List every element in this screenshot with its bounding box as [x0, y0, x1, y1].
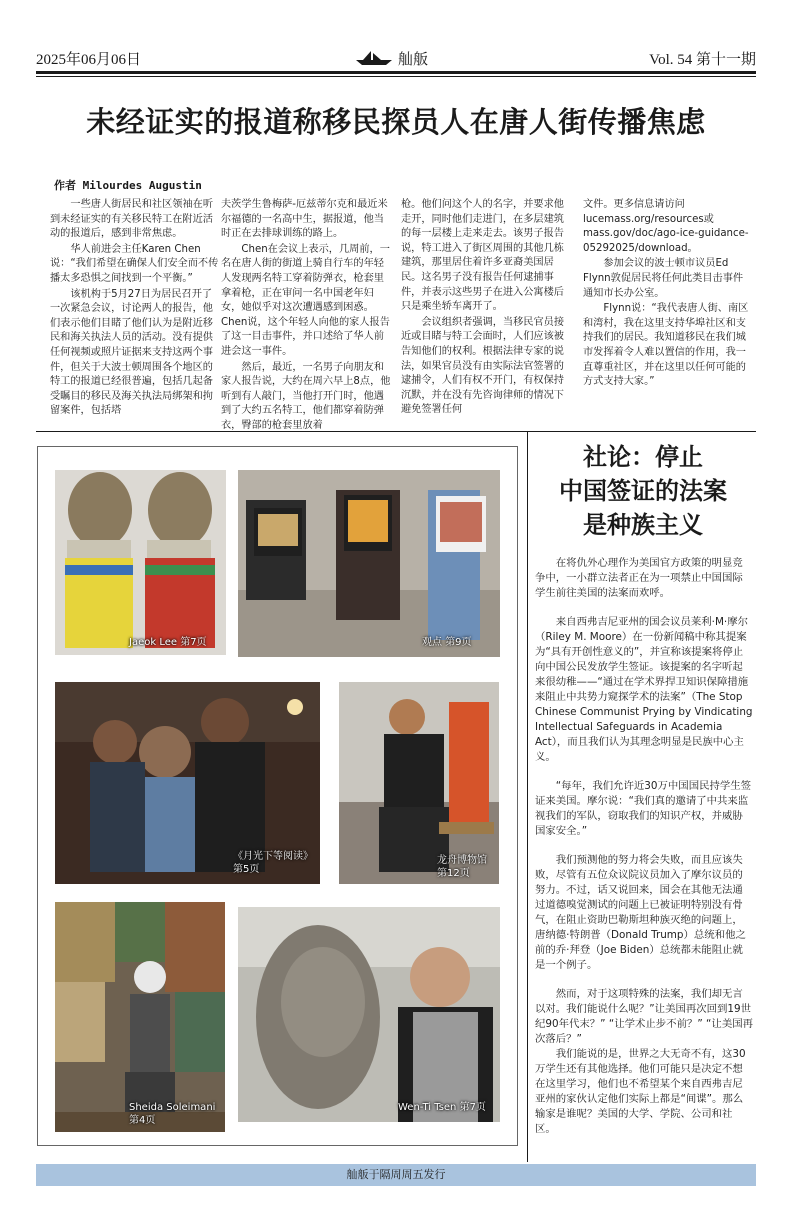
- vigil-image: [238, 470, 500, 657]
- page-footer: 舢舨于隔周周五发行: [36, 1164, 756, 1186]
- photo-caption: Sheida Soleimani 第4页: [129, 1102, 216, 1126]
- photo-collage: [37, 446, 518, 1146]
- installation-image: [55, 902, 225, 1132]
- issue-volume: Vol. 54 第十一期: [649, 52, 756, 68]
- brand-logo[interactable]: [354, 46, 444, 72]
- boat-icon: [354, 50, 394, 66]
- paragraph: 来自西弗吉尼亚州的国会议员莱利·M·摩尔（Riley M. Moore）在一份新闻稿中称其提案为“具有开创性意义的”，并宣称该提案将停止向中国公民发放学生签证。该提案的名字听起来很幼稚——“通过在学术界捍卫知识保障措施来阻止中共势力窥探学术的法案”（The Stop Chinese Communist Prying by Vindicating Intellectual Safeguards in Academia Act），而且我们认为其理念明显是民族中心主义。: [535, 616, 753, 763]
- photo-caption: Wen-Ti Tsen 第7页: [398, 1102, 486, 1113]
- article-column-2: [221, 198, 391, 435]
- article-column-1: [50, 198, 220, 420]
- article-byline: 作者 Milourdes Augustin: [54, 179, 202, 192]
- paragraph: 然而，对于这项特殊的法案，我们却无言以对。我们能说什么呢？”让美国再次回到19世纪90年代末？” “让学术止步不前？” “让美国再次落后？”: [535, 988, 753, 1045]
- photo-installation[interactable]: [55, 902, 225, 1132]
- photo-woodcarver[interactable]: [339, 682, 499, 884]
- paragraph: 一些唐人街居民和社区领袖在听到未经证实的有关移民特工在附近活动的报道后，感到非常焦虑。: [50, 199, 214, 240]
- paragraph: 华人前进会主任Karen Chen说：“我们希望在确保人们安全而不传播太多恐惧之间找到一个平衡。”: [50, 243, 219, 284]
- photo-sculptures[interactable]: [55, 470, 226, 655]
- photo-clay-sculptor[interactable]: [238, 907, 500, 1122]
- issue-date: 2025年06月06日: [36, 52, 142, 68]
- masthead: [36, 44, 756, 74]
- paragraph: 枪。他们问这个人的名字，并要求他走开，同时他们走进门，在多层建筑的每一层楼上走来走去。该男子报告说，特工进入了街区周围的其他几栋建筑，那里居住着许多亚裔美国居民。这名男子没有报告任何逮捕事件，并表示这些男子在进入公寓楼后只是乘坐轿车离开了。: [401, 199, 564, 313]
- photo-caption: 观点 第9页: [422, 637, 472, 648]
- photo-caption: 龙舟博物馆 第12页: [437, 855, 487, 879]
- article-column-4: [583, 198, 753, 391]
- article-column-3: [401, 198, 571, 419]
- editorial-title-line: 是种族主义: [583, 511, 703, 539]
- editorial-title-line: 社论：停止: [583, 443, 703, 471]
- paragraph: Flynn说：“我代表唐人街、南区和湾村，我在这里支持华埠社区和支持我们的居民。我知道移民在我们城市发挥着令人难以置信的作用，我一直尊重社区，并在这里以任何可能的方式支持大家。”: [583, 303, 749, 388]
- editorial-title: [530, 440, 756, 542]
- paragraph: Chen在会议上表示，几周前，一名在唐人街的街道上骑自行车的年轻人发现两名特工穿着防弹衣，枪套里拿着枪，正在审问一名中国老年妇女，她似乎对这次遭遇感到困惑。Chen说，这个年轻人向他的家人报告了这一目击事件，并口述给了华人前进会这一事件。: [221, 243, 390, 357]
- paragraph: 文件。更多信息请访问lucemass.org/resources或mass.gov/doc/ago-ice-guidance-05292025/download。: [583, 199, 749, 254]
- editorial-title-line: 中国签证的法案: [559, 477, 727, 505]
- photo-puppet[interactable]: [55, 682, 320, 884]
- section-divider: [36, 431, 756, 432]
- photo-caption: Jaeok Lee 第7页: [129, 637, 207, 648]
- photo-vigil[interactable]: [238, 470, 500, 657]
- paragraph: 夫茨学生鲁梅萨-厄兹蒂尔克和最近米尔福德的一名高中生，据报道，他当时正在去排球训练的路上。: [221, 199, 388, 240]
- sculptures-image: [55, 470, 226, 655]
- paragraph: “每年，我们允许近30万中国国民持学生签证来美国。摩尔说：“我们真的邀请了中共来监视我们的军队，窃取我们的知识产权，并威胁国家安全。”: [535, 780, 752, 837]
- paragraph: 该机构于5月27日为居民召开了一次紧急会议，讨论两人的报告，他们表示他们目睹了他们认为是附近移民和海关执法人员的活动。没有提供任何视频或照片证据来支持这两个事件，但关于大波士顿周围各个地区的特工的报道已经很普遍，包括几起备受瞩目的移民及海关执法局绑架和拘留案件，包括塔: [50, 288, 213, 417]
- paragraph: 然后，最近，一名男子向朋友和家人报告说，大约在周六早上8点，他听到有人敲门，当他打开门时，他遇到了大约五名特工，他们都穿着防弹衣，臀部的枪套里放着: [221, 361, 391, 431]
- paragraph: 我们预测他的努力将会失败，而且应该失败，尽管有五位众议院议员加入了摩尔议员的努力。不过，话又说回来，国会在其他无法通过道德嗅觉测试的问题上已被证明特别没有骨气，在阻止资助巴勒斯坦种族灭绝的问题上，唐纳德·特朗普（Donald Trump）总统和他之前的乔·拜登（Joe Biden）总统都未能阻止就是一个例子。: [535, 854, 746, 971]
- editorial-body: [535, 556, 753, 1151]
- masthead-rule-thin: [36, 76, 756, 77]
- paragraph: 在将仇外心理作为美国官方政策的明显竞争中，一小群立法者正在为一项禁止中国国际学生前往美国的法案而欢呼。: [535, 557, 743, 599]
- masthead-rule: [36, 71, 756, 74]
- clay-sculptor-image: [238, 907, 500, 1122]
- brand-name: 舢舨: [398, 50, 429, 68]
- paragraph: 我们能说的是，世界之大无奇不有，这30万学生还有其他选择。他们可能只是决定不想在这里学习，他们也不希望某个来自西弗吉尼亚州的家伙认定他们实际上都是“间谍”。那么输家是谁呢？美国的大学、学院、公司和社区。: [535, 1048, 746, 1135]
- paragraph: 参加会议的波士顿市议员Ed Flynn敦促居民将任何此类目击事件通知市长办公室。: [583, 258, 744, 299]
- photo-caption: 《月光下等阅读》 第5页: [233, 851, 313, 875]
- paragraph: 会议组织者强调，当移民官员接近或目睹与特工会面时，人们应该被告知他们的权利。根据法律专家的说法，如果官员没有由实际法官签署的逮捕令，人们有权不开门，有权保持沉默，并在没有先咨询律师的情况下避免签署任何: [401, 316, 565, 416]
- column-divider: [527, 432, 528, 1162]
- article-headline: 未经证实的报道称移民探员人在唐人街传播焦虑: [86, 105, 706, 139]
